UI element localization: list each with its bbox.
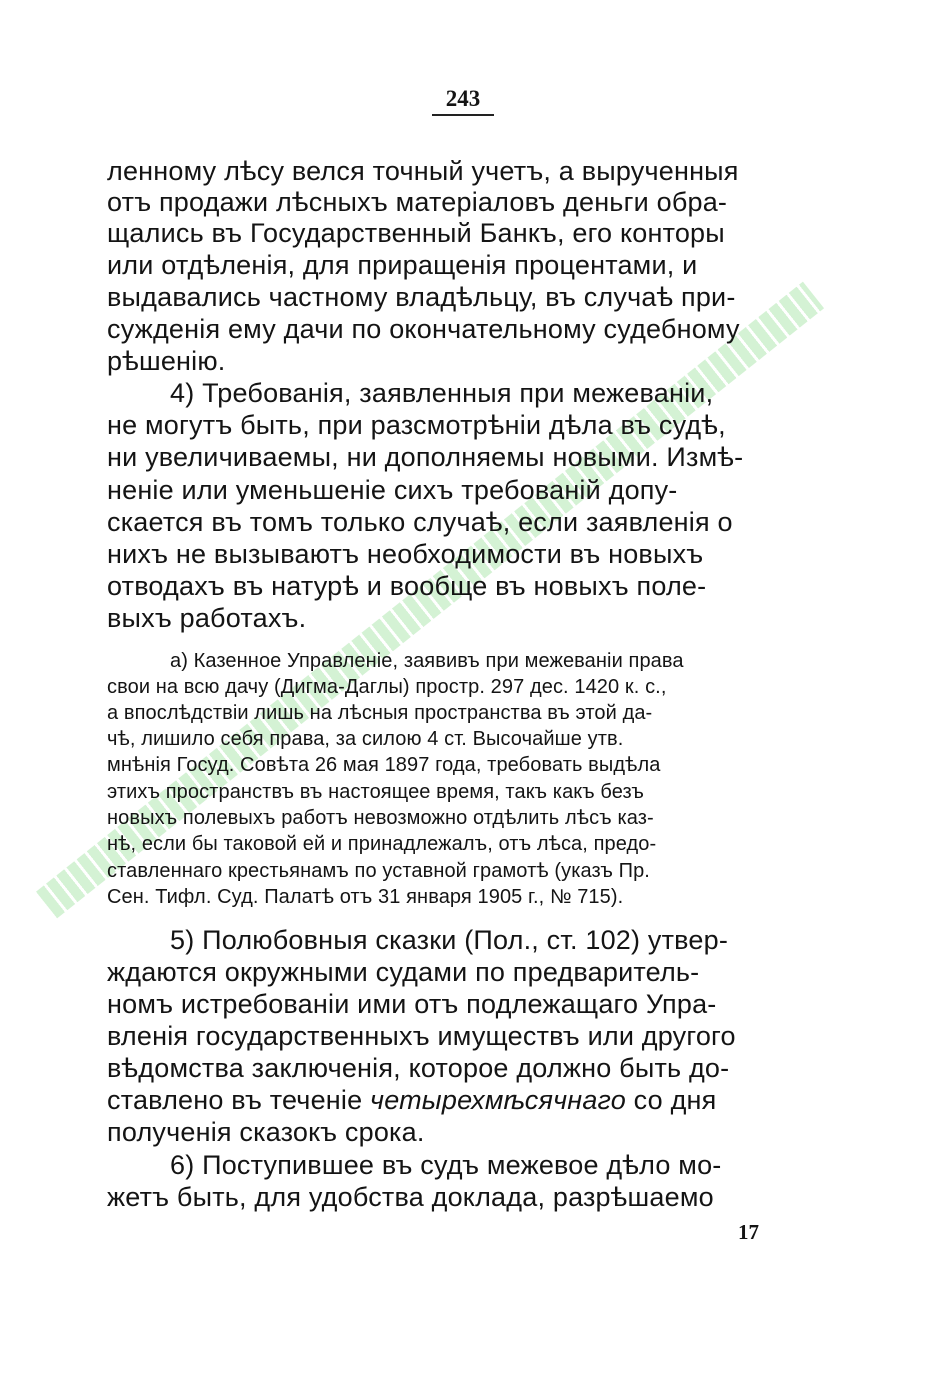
- text-run: ставлено въ теченіе: [107, 1085, 363, 1115]
- text-line: ленному лѣсу велся точный учетъ, а вырученныя: [107, 156, 739, 186]
- text-line: неніе или уменьшеніе сихъ требованій допу-: [107, 475, 678, 505]
- text-line: выхъ работахъ.: [107, 603, 307, 633]
- text-line: отводахъ въ натурѣ и вообще въ новыхъ поле-: [107, 571, 707, 601]
- note-line: Сен. Тифл. Суд. Палатѣ отъ 31 января 1905 г., № 715).: [107, 886, 624, 908]
- italic-word: четырехмѣсячнаго: [370, 1085, 626, 1115]
- text-line: нихъ не вызываютъ необходимости въ новыхъ: [107, 539, 704, 569]
- note-line: свои на всю дачу (Дигма-Даглы) простр. 297 дес. 1420 к. с.,: [107, 676, 667, 698]
- text-line: жетъ быть, для удобства доклада, разрѣшаемо: [107, 1182, 714, 1212]
- text-line: сужденія ему дачи по окончательному судебному: [107, 314, 740, 344]
- text-line: вѣдомства заключенія, которое должно быть до-: [107, 1053, 730, 1083]
- text-line: вленія государственныхъ имуществъ или другого: [107, 1021, 736, 1051]
- note-line: а) Казенное Управленіе, заявивъ при межеваніи права: [170, 650, 684, 672]
- signature-mark: 17: [738, 1220, 759, 1244]
- text-line: 6) Поступившее въ судъ межевое дѣло мо-: [170, 1150, 722, 1180]
- note-line: нѣ, если бы таковой ей и принадлежалъ, отъ лѣса, предо-: [107, 833, 657, 855]
- text-line: отъ продажи лѣсныхъ матеріаловъ деньги обра-: [107, 187, 728, 217]
- text-line: полученія сказокъ срока.: [107, 1117, 425, 1147]
- text-line: 5) Полюбовныя сказки (Пол., ст. 102) утвер-: [170, 925, 729, 955]
- text-line: выдавались частному владѣльцу, въ случаѣ при-: [107, 282, 736, 312]
- text-line: 4) Требованія, заявленныя при межеваніи,: [170, 378, 714, 408]
- text-line: или отдѣленія, для приращенія процентами, и: [107, 250, 698, 280]
- note-line: этихъ пространствъ въ настоящее время, такъ какъ безъ: [107, 781, 644, 803]
- text-line: рѣшенію.: [107, 346, 226, 376]
- text-line: щались въ Государственный Банкъ, его конторы: [107, 218, 725, 248]
- note-line: ставленнаго крестьянамъ по уставной грамотѣ (указъ Пр.: [107, 860, 650, 882]
- text-line: ни увеличиваемы, ни дополняемы новыми. Измѣ-: [107, 442, 744, 472]
- page-number: 243: [432, 86, 494, 116]
- note-line: мнѣнія Госуд. Совѣта 26 мая 1897 года, требовать выдѣла: [107, 754, 661, 776]
- note-line: чѣ, лишило себя права, за силою 4 ст. Высочайше утв.: [107, 728, 624, 750]
- text-line: номъ истребованіи ими отъ подлежащаго Упра-: [107, 989, 717, 1019]
- text-line: [107, 1085, 716, 1116]
- note-line: а впослѣдствіи лишь на лѣсныя пространства въ этой да-: [107, 702, 653, 724]
- text-run: со дня: [633, 1085, 717, 1115]
- text-line: ждаются окружными судами по предваритель-: [107, 957, 700, 987]
- text-line: не могутъ быть, при разсмотрѣніи дѣла въ судѣ,: [107, 410, 726, 440]
- text-line: скается въ томъ только случаѣ, если заявленія о: [107, 507, 733, 537]
- note-line: новыхъ полевыхъ работъ невозможно отдѣлить лѣсъ каз-: [107, 807, 654, 829]
